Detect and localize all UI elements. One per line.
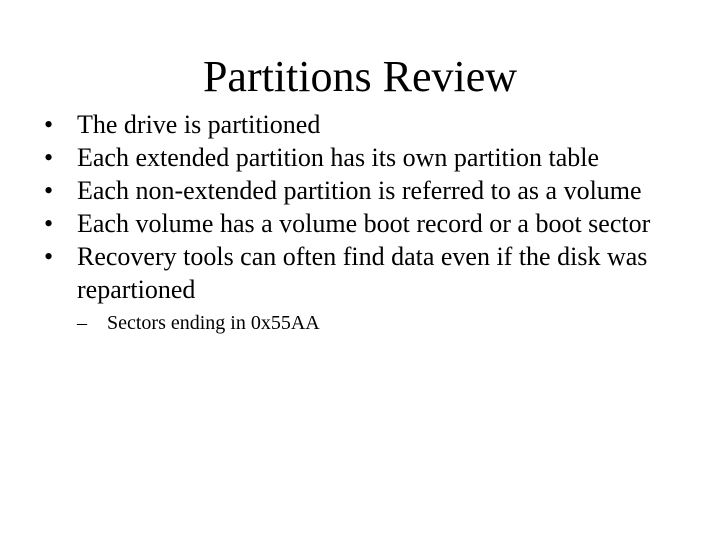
bullet-text: Each extended partition has its own partition table [77,143,600,172]
bullet-icon: • [44,209,54,238]
bullet-text: Each non-extended partition is referred to as a volume [77,176,642,205]
bullet-icon: • [44,176,54,205]
sub-bullet-item [77,310,704,336]
bullet-item [44,108,704,141]
sub-bullet-list [77,310,704,336]
bullet-text: Recovery tools can often find data even if the disk was repartioned [77,242,648,304]
bullet-text: The drive is partitioned [77,110,321,139]
bullet-item [44,240,704,336]
slide-title: Partitions Review [202,52,518,101]
bullet-icon: • [44,143,54,172]
sub-bullet-text: Sectors ending in 0x55AA [107,312,320,334]
bullet-list [44,108,704,336]
bullet-text: Each volume has a volume boot record or a boot sector [77,209,651,238]
dash-icon: – [77,312,87,334]
bullet-item [44,174,704,207]
bullet-item [44,141,704,174]
bullet-icon: • [44,242,54,271]
bullet-icon: • [44,110,54,139]
bullet-item [44,207,704,240]
